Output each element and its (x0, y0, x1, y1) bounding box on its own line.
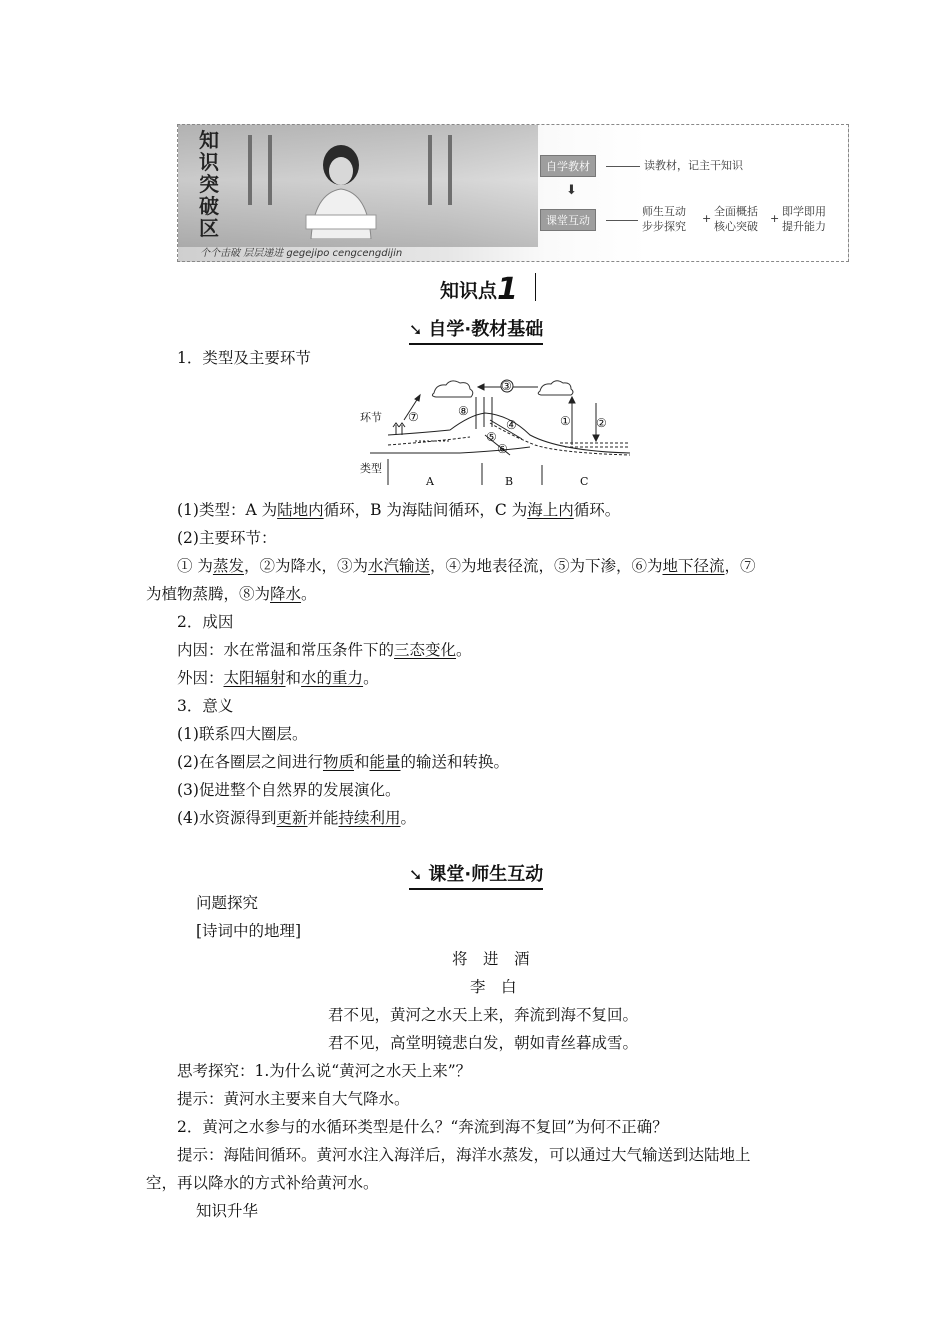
title-char: 识 (199, 150, 219, 174)
section-arrow-icon: ➘ (409, 320, 423, 339)
kp-number: 1 (497, 272, 518, 307)
label-c: C (580, 475, 589, 488)
answer-blank: 降水 (270, 585, 302, 603)
step-text: 步步探究 (642, 220, 686, 233)
text: 为植物蒸腾，⑧为 (146, 585, 271, 603)
answer-blank: 水的重力 (301, 669, 364, 687)
text: 和 (353, 753, 370, 771)
paragraph: 思考探究：1.为什么说“黄河之水天上来”？ (177, 1062, 472, 1080)
answer-blank: 更新 (276, 809, 308, 827)
banner-subtitle: 个个击破 层层递进 gegejipo cengcengdijin (200, 248, 403, 259)
marker-2: ② (596, 416, 607, 430)
paragraph: 提示：黄河水主要来自大气降水。 (177, 1090, 410, 1108)
cloud-icon (432, 381, 472, 397)
paragraph (177, 808, 416, 828)
text: ，②为降水，③为 (243, 557, 368, 575)
text: 。 (363, 669, 379, 687)
section-arrow-icon: ➘ (409, 865, 423, 884)
knowledge-point-title (440, 272, 518, 307)
plant-icon (393, 423, 405, 435)
label-a: A (426, 475, 434, 488)
text: 。 (400, 809, 417, 827)
marker-8: ⑧ (458, 404, 469, 418)
arrowhead (593, 435, 599, 441)
paragraph: 提示：海陆间循环。黄河水注入海洋后，海洋水蒸发，可以通过大气输送到达陆地上 (177, 1146, 751, 1164)
step-summary (714, 204, 758, 234)
marker-7: ⑦ (408, 410, 419, 424)
step-text: 师生互动 (642, 205, 686, 218)
poem-title: 将 进 酒 (452, 950, 530, 968)
marker-3: ③ (501, 379, 512, 393)
arrowhead (415, 395, 420, 401)
label-b: B (505, 475, 514, 488)
text: (1)类型：A 为 (177, 501, 278, 519)
paragraph (177, 668, 379, 688)
step-text: 提升能力 (782, 220, 826, 233)
title-char: 突 (199, 172, 219, 196)
marker-6: ⑥ (497, 442, 508, 456)
paragraph (146, 584, 317, 604)
text: 和 (285, 669, 302, 687)
section-title: 课堂·师生互动 (428, 864, 544, 885)
item-title: 3．意义 (177, 697, 234, 715)
poem-line: 君不见，高堂明镜悲白发，朝如青丝暮成雪。 (328, 1034, 639, 1052)
section-banner (177, 124, 849, 262)
poem-author: 李 白 (470, 978, 517, 996)
step-text: 即学即用 (782, 205, 826, 218)
answer-blank: 能量 (369, 753, 401, 771)
answer-blank: 海上内 (527, 501, 574, 519)
arrowhead (478, 384, 484, 390)
paragraph: 问题探究 (196, 894, 259, 912)
kp-divider (535, 273, 536, 301)
arrowhead (569, 397, 575, 403)
reading-student-image (296, 143, 386, 239)
title-char: 区 (199, 216, 219, 240)
marker-1: ① (560, 414, 571, 428)
paragraph: (2)主要环节： (177, 529, 277, 547)
marker-5: ⑤ (486, 430, 497, 444)
paragraph (177, 752, 509, 772)
paragraph (177, 500, 620, 520)
section-title: 自学·教材基础 (428, 319, 544, 340)
plus-sign: + (770, 212, 780, 225)
step-practice (782, 204, 826, 234)
connector-line (606, 220, 638, 221)
text: (2)在各圈层之间进行 (177, 753, 323, 771)
paragraph: 知识升华 (196, 1202, 259, 1220)
text: 。 (301, 585, 317, 603)
section-heading-classroom (409, 860, 543, 890)
text: 并能 (307, 809, 339, 827)
text: 内因：水在常温和常压条件下的 (177, 641, 395, 659)
item-title: 2．成因 (177, 613, 234, 631)
title-char: 破 (199, 194, 219, 218)
banner-vertical-title (192, 129, 226, 239)
marker-4: ④ (506, 418, 517, 432)
label-leixing: 类型 (360, 462, 382, 475)
paragraph: (3)促进整个自然界的发展演化。 (177, 781, 401, 799)
plus-sign: + (702, 212, 712, 225)
answer-blank: 蒸发 (212, 557, 244, 575)
cloud-icon (538, 381, 573, 395)
answer-blank: 太阳辐射 (223, 669, 286, 687)
connector-line (606, 166, 640, 167)
text: 循环，B 为海陆间循环，C 为 (323, 501, 528, 519)
shelf-decoration (448, 135, 452, 205)
paragraph: 2．黄河之水参与的水循环类型是什么？“奔流到海不复回”为何不正确？ (177, 1118, 668, 1136)
section-heading-self-study (409, 315, 543, 345)
poem-line: 君不见，黄河之水天上来，奔流到海不复回。 (328, 1006, 639, 1024)
shelf-decoration (248, 135, 252, 205)
text: 循环。 (573, 501, 621, 519)
answer-blank: 三态变化 (394, 641, 457, 659)
step-interaction (642, 204, 686, 234)
text: 。 (456, 641, 472, 659)
answer-blank: 物质 (322, 753, 354, 771)
item-title: 1．类型及主要环节 (177, 349, 311, 367)
answer-blank: 地下径流 (662, 557, 725, 575)
text: (4)水资源得到 (177, 809, 277, 827)
down-arrow-icon: ⬇ (566, 183, 577, 198)
water-cycle-diagram (360, 375, 630, 490)
step-text: 核心突破 (714, 220, 758, 233)
paragraph: (1)联系四大圈层。 (177, 725, 308, 743)
paragraph (177, 640, 472, 660)
paragraph (177, 556, 756, 576)
paragraph: [诗词中的地理] (196, 922, 302, 940)
answer-blank: 水汽输送 (367, 557, 430, 575)
text: 外因： (177, 669, 224, 687)
text: ，⑦ (724, 557, 756, 575)
paragraph: 空，再以降水的方式补给黄河水。 (146, 1174, 379, 1192)
answer-blank: 持续利用 (338, 809, 401, 827)
self-study-desc: 读教材，记主干知识 (644, 159, 743, 172)
shelf-decoration (428, 135, 432, 205)
classroom-box: 课堂互动 (540, 209, 596, 231)
self-study-box: 自学教材 (540, 155, 596, 177)
title-char: 知 (199, 128, 219, 152)
answer-blank: 陆地内 (277, 501, 324, 519)
label-huanjie: 环节 (360, 411, 382, 424)
text: 的输送和转换。 (400, 753, 510, 771)
text: ，④为地表径流，⑤为下渗，⑥为 (429, 557, 663, 575)
text: ① 为 (177, 557, 213, 575)
shelf-decoration (268, 135, 272, 205)
kp-label: 知识点 (440, 280, 498, 302)
step-text: 全面概括 (714, 205, 758, 218)
